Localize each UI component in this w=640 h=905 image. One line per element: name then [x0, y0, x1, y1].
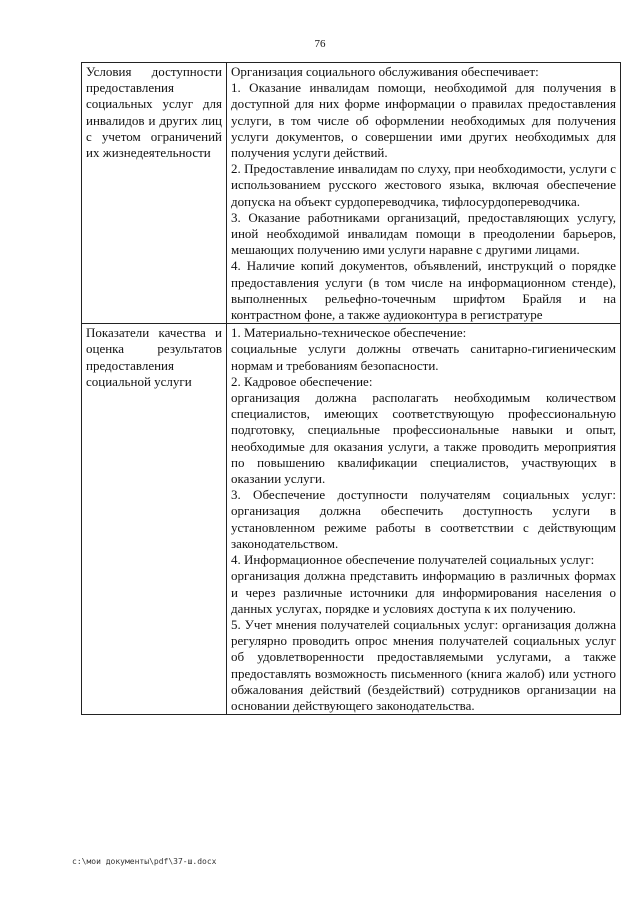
paragraph: 1. Материально-техническое обеспечение:: [231, 325, 467, 341]
table-row-accessibility: [82, 63, 621, 324]
paragraph: 3. Оказание работниками организаций, предоставляющих услугу, иной необходимой инвалидам помощи в преодолении барьеров, мешающих получению ими услуги наравне с другими лицами.: [231, 209, 616, 258]
table-row-quality: [82, 324, 621, 715]
service-conditions-table: [81, 62, 621, 715]
row-label-quality: Показатели качества и оценка результатов предоставления социальной услуги: [82, 324, 227, 715]
row-label-accessibility: Условия доступности предоставления социальных услуг для инвалидов и других лиц с учетом ограничений их жизнедеятельности: [82, 63, 227, 324]
paragraph: 5. Учет мнения получателей социальных услуг: организация должна регулярно проводить опрос мнения получателей социальных услуг об удовлетворенности предоставляемыми услугами, а также предоставлять возможность письменного (книга жалоб) или устного обжалования действий (бездействий) сотрудников организации на основании действующего законодательства.: [231, 616, 616, 713]
paragraph: Организация социального обслуживания обеспечивает:: [231, 64, 539, 79]
paragraph: 3. Обеспечение доступности получателям социальных услуг: организация должна обеспечить доступность услуги в установленном режиме работы в соответствии с действующим законодательством.: [231, 487, 616, 551]
paragraph: 4. Наличие копий документов, объявлений, инструкций о порядке предоставления услуги (в том числе на информационном стенде), выполненных рельефно-точечным шрифтом Брайля и на контрастном фоне, а также аудиоконтура в регистратуре: [231, 258, 616, 323]
paragraph: 2. Кадровое обеспечение:: [231, 373, 373, 389]
paragraph: организация должна представить информацию в различных формах и через различные источники для информирования населения о данных услугах, порядке и условиях доступа к их получению.: [231, 568, 616, 616]
paragraph: 2. Предоставление инвалидам по слуху, при необходимости, услуги с использованием русского жестового языка, включая обеспечение допуска на объект сурдопереводчика, тифлосурдопереводчика.: [231, 161, 616, 209]
footer-file-path: c:\мои документы\pdf\37-ш.docx: [72, 857, 217, 866]
paragraph: организация должна располагать необходимым количеством специалистов, имеющих соответствующую профессиональную подготовку, специальные профессиональные навыки и опыт, необходимые для оказания услуги, а также проводить мероприятия по повышению квалификации специалистов, участвующих в оказании услуги.: [231, 390, 616, 487]
row-content-quality: [227, 324, 621, 715]
page-number: 76: [314, 38, 326, 50]
paragraph: 1. Оказание инвалидам помощи, необходимой для получения в доступной для них форме информации о правилах предоставления услуги, в том числе об оформлении необходимых для получения услуги документов, о совершении ими других необходимых для получения услуги действий.: [231, 80, 616, 161]
paragraph: 4. Информационное обеспечение получателей социальных услуг:: [231, 552, 595, 568]
paragraph: социальные услуги должны отвечать санитарно-гигиеническим нормам и требованиям безопасности.: [231, 341, 616, 373]
row-content-accessibility: [227, 63, 621, 324]
